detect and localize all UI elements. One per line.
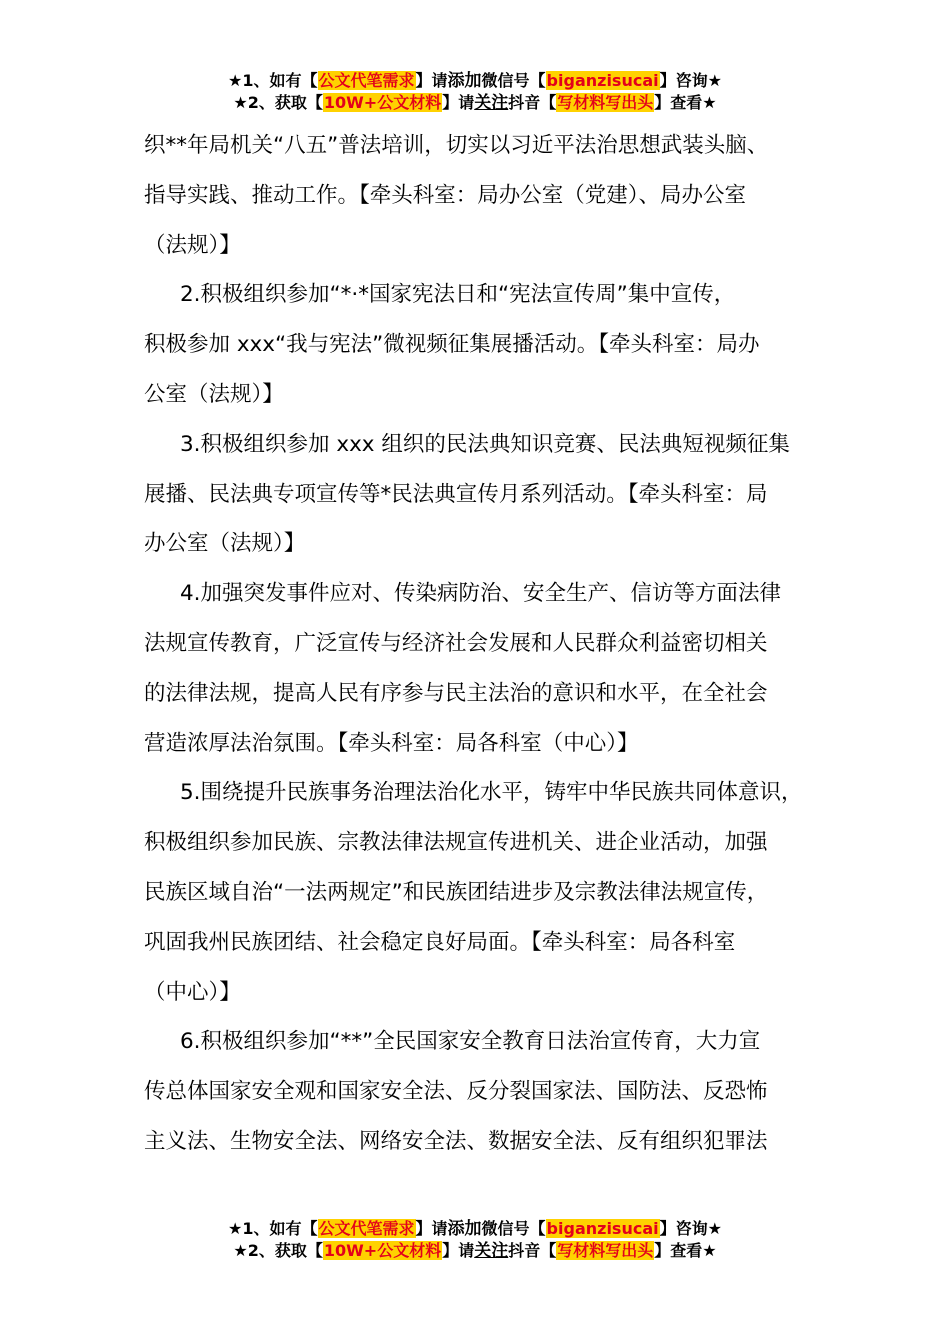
body-line: 展播、民法典专项宣传等*民法典宣传月系列活动。【牵头科室：局 bbox=[144, 481, 768, 507]
banner-text: 】请 bbox=[415, 1219, 448, 1238]
body-line: 巩固我州民族团结、社会稳定良好局面。【牵头科室：局各科室 bbox=[144, 929, 736, 955]
banner-text: ★2、获取【 bbox=[233, 93, 323, 112]
body-line: 4.加强突发事件应对、传染病防治、安全生产、信访等方面法律 bbox=[180, 581, 782, 607]
banner-text: ★1、如有【 bbox=[228, 1219, 318, 1238]
banner-text: ★1、如有【 bbox=[228, 71, 318, 90]
banner-text: 】查看★ bbox=[654, 1241, 717, 1260]
highlight-douyin[interactable]: 写材料写出头 bbox=[557, 1241, 654, 1260]
body-line: 5.围绕提升民族事务治理法治化水平，铸牢中华民族共同体意识， bbox=[180, 780, 803, 806]
body-line: 指导实践、推动工作。【牵头科室：局办公室（党建）、局办公室 bbox=[144, 182, 747, 208]
body-line: 3.积极组织参加 xxx 组织的民法典知识竞赛、民法典短视频征集 bbox=[180, 431, 790, 457]
banner-text: 】咨询★ bbox=[659, 1219, 722, 1238]
banner-line-2 bbox=[0, 1240, 950, 1262]
banner-emphasis: 添加 bbox=[447, 1219, 482, 1239]
highlight-wechat-id[interactable]: biganzisucai bbox=[546, 1219, 659, 1238]
footer-banner bbox=[0, 1218, 950, 1262]
banner-text: 】请 bbox=[442, 1241, 475, 1260]
banner-text: 微信号【 bbox=[481, 1219, 546, 1238]
banner-text: 抖音【 bbox=[508, 93, 557, 112]
body-line: 的法律法规，提高人民有序参与民主法治的意识和水平，在全社会 bbox=[144, 680, 768, 706]
body-line: 民族区域自治“一法两规定”和民族团结进步及宗教法律法规宣传， bbox=[144, 879, 769, 905]
banner-text: 微信号【 bbox=[481, 71, 546, 90]
banner-text: 】请 bbox=[415, 71, 448, 90]
banner-line-1 bbox=[0, 1218, 950, 1240]
body-line: 营造浓厚法治氛围。【牵头科室：局各科室（中心）】 bbox=[144, 730, 639, 756]
banner-emphasis: 关注 bbox=[474, 93, 509, 113]
banner-text: 抖音【 bbox=[508, 1241, 557, 1260]
body-line: 织**年局机关“八五”普法培训，切实以习近平法治思想武装头脑、 bbox=[144, 133, 769, 158]
body-line: 传总体国家安全观和国家安全法、反分裂国家法、国防法、反恐怖 bbox=[144, 1079, 768, 1105]
header-banner bbox=[0, 70, 950, 114]
highlight-wechat-id[interactable]: biganzisucai bbox=[546, 71, 659, 90]
body-line: （法规）】 bbox=[144, 232, 241, 258]
banner-emphasis: 添加 bbox=[447, 71, 482, 91]
body-line: 法规宣传教育，广泛宣传与经济社会发展和人民群众利益密切相关 bbox=[144, 630, 768, 656]
banner-emphasis: 关注 bbox=[474, 1241, 509, 1261]
document-body bbox=[144, 121, 834, 1167]
highlight-douyin[interactable]: 写材料写出头 bbox=[557, 93, 654, 112]
banner-line-2 bbox=[0, 92, 950, 114]
banner-text: ★2、获取【 bbox=[233, 1241, 323, 1260]
body-line: （中心）】 bbox=[144, 979, 241, 1005]
body-line: 积极组织参加民族、宗教法律法规宣传进机关、进企业活动，加强 bbox=[144, 830, 768, 856]
banner-line-1 bbox=[0, 70, 950, 92]
body-line: 公室（法规）】 bbox=[144, 381, 284, 407]
body-line: 2.积极组织参加“*·*国家宪法日和“宪法宣传周”集中宣传， bbox=[180, 282, 736, 308]
highlight-materials: 10W+公文材料 bbox=[323, 93, 442, 112]
banner-text: 】咨询★ bbox=[659, 71, 722, 90]
body-line: 6.积极组织参加“**”全民国家安全教育日法治宣传育，大力宣 bbox=[180, 1029, 761, 1055]
highlight-service: 公文代笔需求 bbox=[318, 71, 415, 90]
body-line: 办公室（法规）】 bbox=[144, 531, 306, 557]
body-line: 主义法、生物安全法、网络安全法、数据安全法、反有组织犯罪法 bbox=[144, 1128, 768, 1154]
banner-text: 】查看★ bbox=[654, 93, 717, 112]
highlight-materials: 10W+公文材料 bbox=[323, 1241, 442, 1260]
banner-text: 】请 bbox=[442, 93, 475, 112]
body-line: 积极参加 xxx“我与宪法”微视频征集展播活动。【牵头科室：局办 bbox=[144, 332, 760, 358]
highlight-service: 公文代笔需求 bbox=[318, 1219, 415, 1238]
